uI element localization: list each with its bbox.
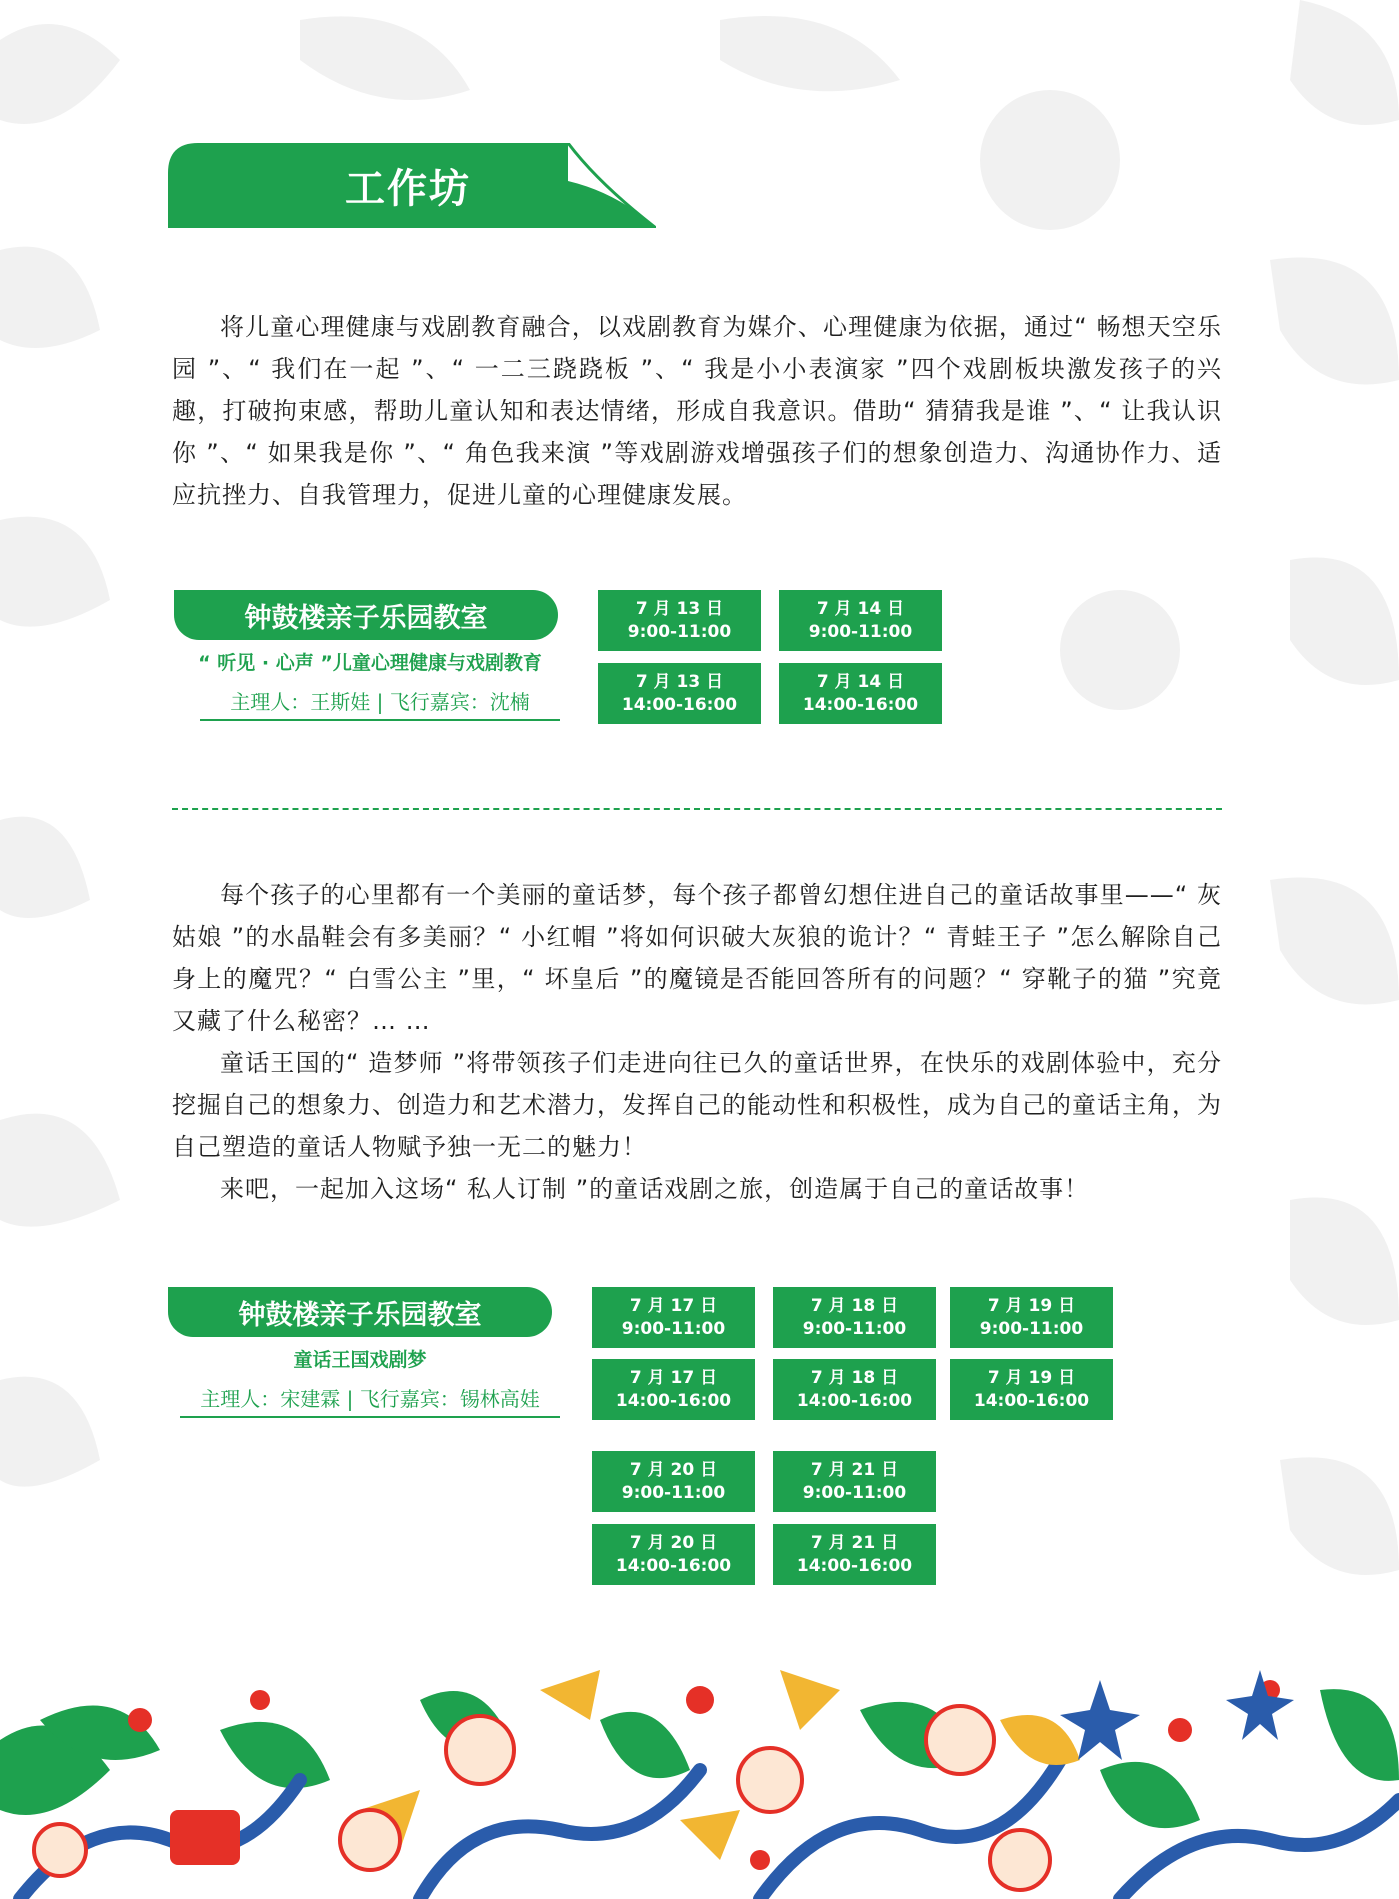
time-slot: [592, 1451, 755, 1512]
slot-date: 7 月 21 日: [810, 1459, 899, 1480]
time-slot: [950, 1287, 1113, 1348]
slot-time: 14:00-16:00: [796, 1555, 913, 1576]
slot-time: 14:00-16:00: [615, 1390, 732, 1411]
slot-date: 7 月 17 日: [629, 1367, 718, 1388]
slot-time: 9:00-11:00: [802, 1482, 907, 1503]
slot-date: 7 月 18 日: [810, 1367, 899, 1388]
time-slot: [773, 1359, 936, 1420]
slot-time: 14:00-16:00: [802, 694, 919, 715]
time-slot: [592, 1287, 755, 1348]
intro-paragraph-2: [172, 874, 1222, 1210]
paragraph: 将儿童心理健康与戏剧教育融合，以戏剧教育为媒介、心理健康为依据，通过“ 畅想天空乐园 ”、“ 我们在一起 ”、“ 一二三跷跷板 ”、“ 我是小小表演家 ”四个戏剧板块激发孩子的兴趣，打破拘束感，帮助儿童认知和表达情绪，形成自我意识。借助“ 猜猜我是谁 ”、“ 让我认识你 ”、“ 如果我是你 ”、“ 角色我来演 ”等戏剧游戏增强孩子们的想象创造力、沟通协作力、适应抗挫力、自我管理力，促进儿童的心理健康发展。: [172, 313, 1222, 509]
paragraph: 每个孩子的心里都有一个美丽的童话梦，每个孩子都曾幻想住进自己的童话故事里——“ 灰姑娘 ”的水晶鞋会有多美丽？“ 小红帽 ”将如何识破大灰狼的诡计？“ 青蛙王子 ”怎么解除自己身上的魔咒？“ 白雪公主 ”里，“ 坏皇后 ”的魔镜是否能回答所有的问题？“ 穿靴子的猫 ”究竟又藏了什么秘密？… …: [172, 881, 1222, 1035]
slot-date: 7 月 13 日: [635, 671, 724, 692]
time-slot: [950, 1359, 1113, 1420]
time-slot: [598, 663, 761, 724]
slot-time: 14:00-16:00: [973, 1390, 1090, 1411]
slot-date: 7 月 17 日: [629, 1295, 718, 1316]
slot-date: 7 月 19 日: [987, 1367, 1076, 1388]
venue-label-2: 钟鼓楼亲子乐园教室: [168, 1287, 552, 1337]
slot-date: 7 月 21 日: [810, 1532, 899, 1553]
slot-time: 14:00-16:00: [621, 694, 738, 715]
slot-date: 7 月 19 日: [987, 1295, 1076, 1316]
children-illustration-footer: [0, 1660, 1399, 1899]
slot-time: 9:00-11:00: [979, 1318, 1084, 1339]
slot-time: 14:00-16:00: [796, 1390, 913, 1411]
slot-time: 9:00-11:00: [808, 621, 913, 642]
slot-time: 9:00-11:00: [627, 621, 732, 642]
workshop-subtitle-1: “ 听见 · 心声 ”儿童心理健康与戏剧教育: [198, 652, 542, 674]
page-title: 工作坊: [345, 166, 471, 212]
venue-label-1: 钟鼓楼亲子乐园教室: [174, 590, 558, 640]
paragraph: 童话王国的“ 造梦师 ”将带领孩子们走进向往已久的童话世界，在快乐的戏剧体验中，充分挖掘自己的想象力、创造力和艺术潜力，发挥自己的能动性和积极性，成为自己的童话主角，为自己塑造的童话人物赋予独一无二的魅力！: [172, 1049, 1222, 1161]
paragraph: 来吧，一起加入这场“ 私人订制 ”的童话戏剧之旅，创造属于自己的童话故事！: [220, 1175, 1090, 1203]
slot-time: 14:00-16:00: [615, 1555, 732, 1576]
slot-time: 9:00-11:00: [621, 1318, 726, 1339]
time-slot: [779, 663, 942, 724]
slot-date: 7 月 13 日: [635, 598, 724, 619]
slot-time: 9:00-11:00: [621, 1482, 726, 1503]
time-slot: [773, 1287, 936, 1348]
slot-date: 7 月 14 日: [816, 598, 905, 619]
slot-date: 7 月 18 日: [810, 1295, 899, 1316]
slot-time: 9:00-11:00: [802, 1318, 907, 1339]
host-line-1: 主理人：王斯娃 | 飞行嘉宾：沈楠: [200, 686, 560, 721]
time-slot: [592, 1524, 755, 1585]
time-slot: [773, 1524, 936, 1585]
dashed-divider: [172, 808, 1222, 810]
time-slot: [592, 1359, 755, 1420]
intro-paragraph-1: [172, 306, 1222, 516]
time-slot: [779, 590, 942, 651]
time-slot: [598, 590, 761, 651]
slot-date: 7 月 14 日: [816, 671, 905, 692]
slot-date: 7 月 20 日: [629, 1532, 718, 1553]
workshop-subtitle-2: 童话王国戏剧梦: [293, 1349, 427, 1371]
time-slot: [773, 1451, 936, 1512]
slot-date: 7 月 20 日: [629, 1459, 718, 1480]
host-line-2: 主理人：宋建霖 | 飞行嘉宾：锡林高娃: [180, 1383, 560, 1418]
